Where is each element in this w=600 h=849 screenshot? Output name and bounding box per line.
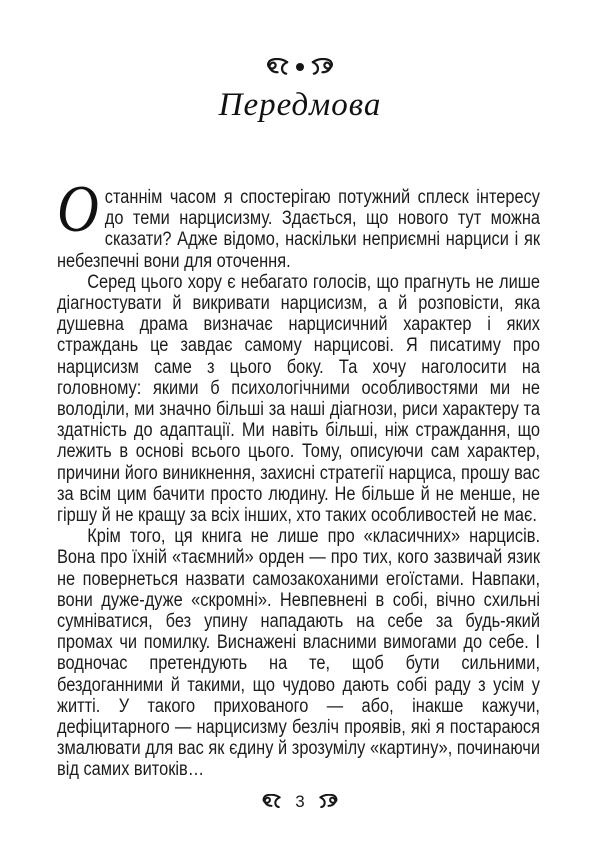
page-footer	[0, 792, 600, 810]
text-column	[57, 172, 540, 781]
paragraph-1	[57, 172, 540, 272]
footer-fleuron-left-icon	[261, 794, 282, 808]
page-number: 3	[295, 792, 305, 811]
header-ornament	[0, 58, 600, 75]
paragraph-2	[57, 272, 540, 526]
fleuron-right-icon	[310, 58, 335, 75]
chapter-title: Передмова	[218, 87, 382, 123]
paragraph-3-text: Крім того, ця книга не лише про «класичних» нарцисів. Вона про їхній «таємний» орден — про тих, кого зазвичай язик не повернеться назвати самозакоханими егоїстами. Навпаки, вони дуже-дуже «скромні». Невпевнені в собі, вічно схильні сумніватися, без упину нападають на себе за будь-який промах чи помилку. Виснажені власними вимогами до себе. І водночас претендують на те, щоб бути сильними, бездоганними й такими, що чудово дають собі раду з усім у житті. У такого прихованого — або, інакше кажучи, дефіцитарного — нарцисизму безліч проявів, які я постараюся змалювати для вас як єдину й зрозумілу «картину», починаючи від самих витоків…	[57, 526, 540, 781]
body-text	[57, 172, 540, 781]
paragraph-3	[57, 526, 540, 780]
ornament-dot-icon	[296, 63, 304, 71]
fleuron-left-icon	[265, 58, 290, 75]
paragraph-2-text: Серед цього хору є небагато голосів, що прагнуть не лише діагностувати й викривати нарцисизм, а й розповісти, яка душевна драма визначає нарцисичний характер і яких страждань це завдає самому нарцисові. Я писатиму про нарцисизм саме з цього боку. Та хочу наголосити на головному: якими б психологічними особливостями ми не володіли, ми значно більші за наші діагнози, риси характеру та здатність до адаптації. Ми навіть більші, ніж страждання, що лежить в основі всього цього. Тому, описуючи сам характер, причини його виникнення, захисні стратегії нарциса, прошу вас за всім цим бачити просто людину. Не більше й не менше, не гіршу й не кращу за всіх інших, хто таких особливостей не має.	[57, 271, 540, 527]
drop-cap: О	[57, 172, 99, 246]
footer-fleuron-right-icon	[318, 794, 339, 808]
paragraph-1-text: станнім часом я спостерігаю потужний сплеск інтересу до теми нарцисизму. Здається, що нового тут можна сказати? Адже відомо, наскільки неприємні нарциси і як небезпечні вони для оточення.	[57, 187, 540, 272]
